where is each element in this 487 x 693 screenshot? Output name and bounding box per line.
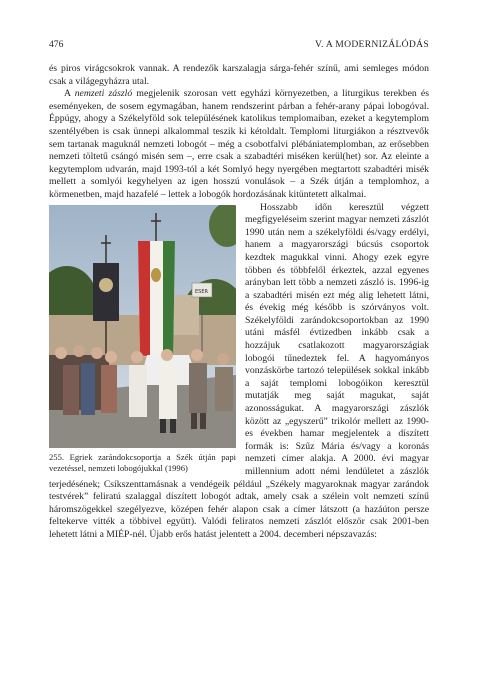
- paragraph-2: [49, 88, 429, 201]
- paragraph-3: Hosszabb időn keresztül végzett megfigyeléseim szerint magyar nemzeti zászlót 1990 után nem a székelyföldi és/vagy erdélyi, hanem a magyarországi búcsús csoportok kezdtek magukkal vinni. Ahogy ezek egyre többen és többfelől érkeztek, azzal egyenes arányban lett több a nemzeti zászló is. 1996-ig a szabadtéri misén ezt még alig lehetett látni, és évekig még később is szórványos volt. Székelyföldi zarándokcsoportokban az 1990 utáni másfél évtizedben inkább csak a hozzájuk csatlakozott magyarországiak lobogói tűnedeztek fel. A hagyományos vonzáskörbe tartozó települések sokkal inkább a saját templomi lobogóikon keresztül mutatják meg saját magukat, saját azonosságukat. A magyarországi zászlók között az „egyszerű” trikolór mellett az 1990-es években hamar megjelentek a díszített formák is: Szűz Mária és/vagy a koronás nemzeti címer alakja. A 2000. évi magyar millennium adott némi lendületet a zászlók terjedésének; Csíkszenttamásnak a vendégeik például „Székely magyaroknak magyar zarándok testvérek” feliratú szalaggal díszített lobogót adtak, amely csak a szélein volt nemzeti színű háromszögekkel szegélyezve, középen fehér alapon csak a címer látszott (a hazáúton persze feltekerve vitték a többivel együtt). Valódi feliratos nemzeti zászlót először csak 2001-ben lehetett látni a MIÉP-nél. Újabb erős hatást jelentett a 2004. decemberi népszavazás:: [49, 201, 429, 540]
- flag-coat-of-arms: [151, 268, 161, 282]
- national-flag-green: [163, 241, 175, 365]
- paragraph-1: és piros virágcsokrok vannak. A rendezők karszalagja sárga-fehér színű, ami semleges módon csak a világegyházra utal.: [49, 63, 429, 87]
- body-text: [49, 63, 429, 542]
- paragraph-2-lead: A: [64, 88, 75, 100]
- street-sign-text: ESER: [195, 288, 208, 295]
- chapter-title: V. A MODERNIZÁLÓDÁS: [315, 39, 429, 50]
- national-flag-red: [138, 241, 150, 357]
- paragraph-2-text: megjelenik szorosan vett egyházi környezetben, a liturgikus terekben és eseményeken, de sosem egymagában, hanem rendszerint párban a fehér-arany pápai lobogóval. Éppúgy, ahogy a Székelyföld sok településének katolikus templomaiban, ezeket a kegytemplom szentélyében is csak ünnepi alkalommal teszik ki kétoldalt. Templomi liturgiákon a résztvevők sem tartanak maguknál nemzeti lobogót – még a csobotfalvi plébániatemplomban, az erősebben nemzeti töltetű csángó misén sem –, erre csak a szabadtéri miséken kerül(het) sor. Az eleinte a kegytemplom udvarán, majd 1993-tól a két Somlyó hegy nyergében megtartott szabadtéri misék mellett a somlyói kegyhelyen az igen hosszú vonulások – a Szék útján a templomhoz, a körmenetben, majd hazafelé – lettek a lobogók hordozásának kitüntetett alkalmai.: [49, 88, 429, 200]
- running-header: [49, 38, 429, 52]
- procession-photo: [49, 205, 236, 448]
- figure: [49, 205, 236, 475]
- page-number: 476: [49, 39, 64, 50]
- banner-emblem: [99, 278, 113, 292]
- procession-photo-illustration: [49, 205, 236, 448]
- term-nemzeti-zaszlo: nemzeti zászló: [74, 88, 133, 100]
- figure-caption: 255. Egriek zarándokcsoportja a Szék útján papi vezetéssel, nemzeti lobogójukkal (1996): [49, 451, 236, 473]
